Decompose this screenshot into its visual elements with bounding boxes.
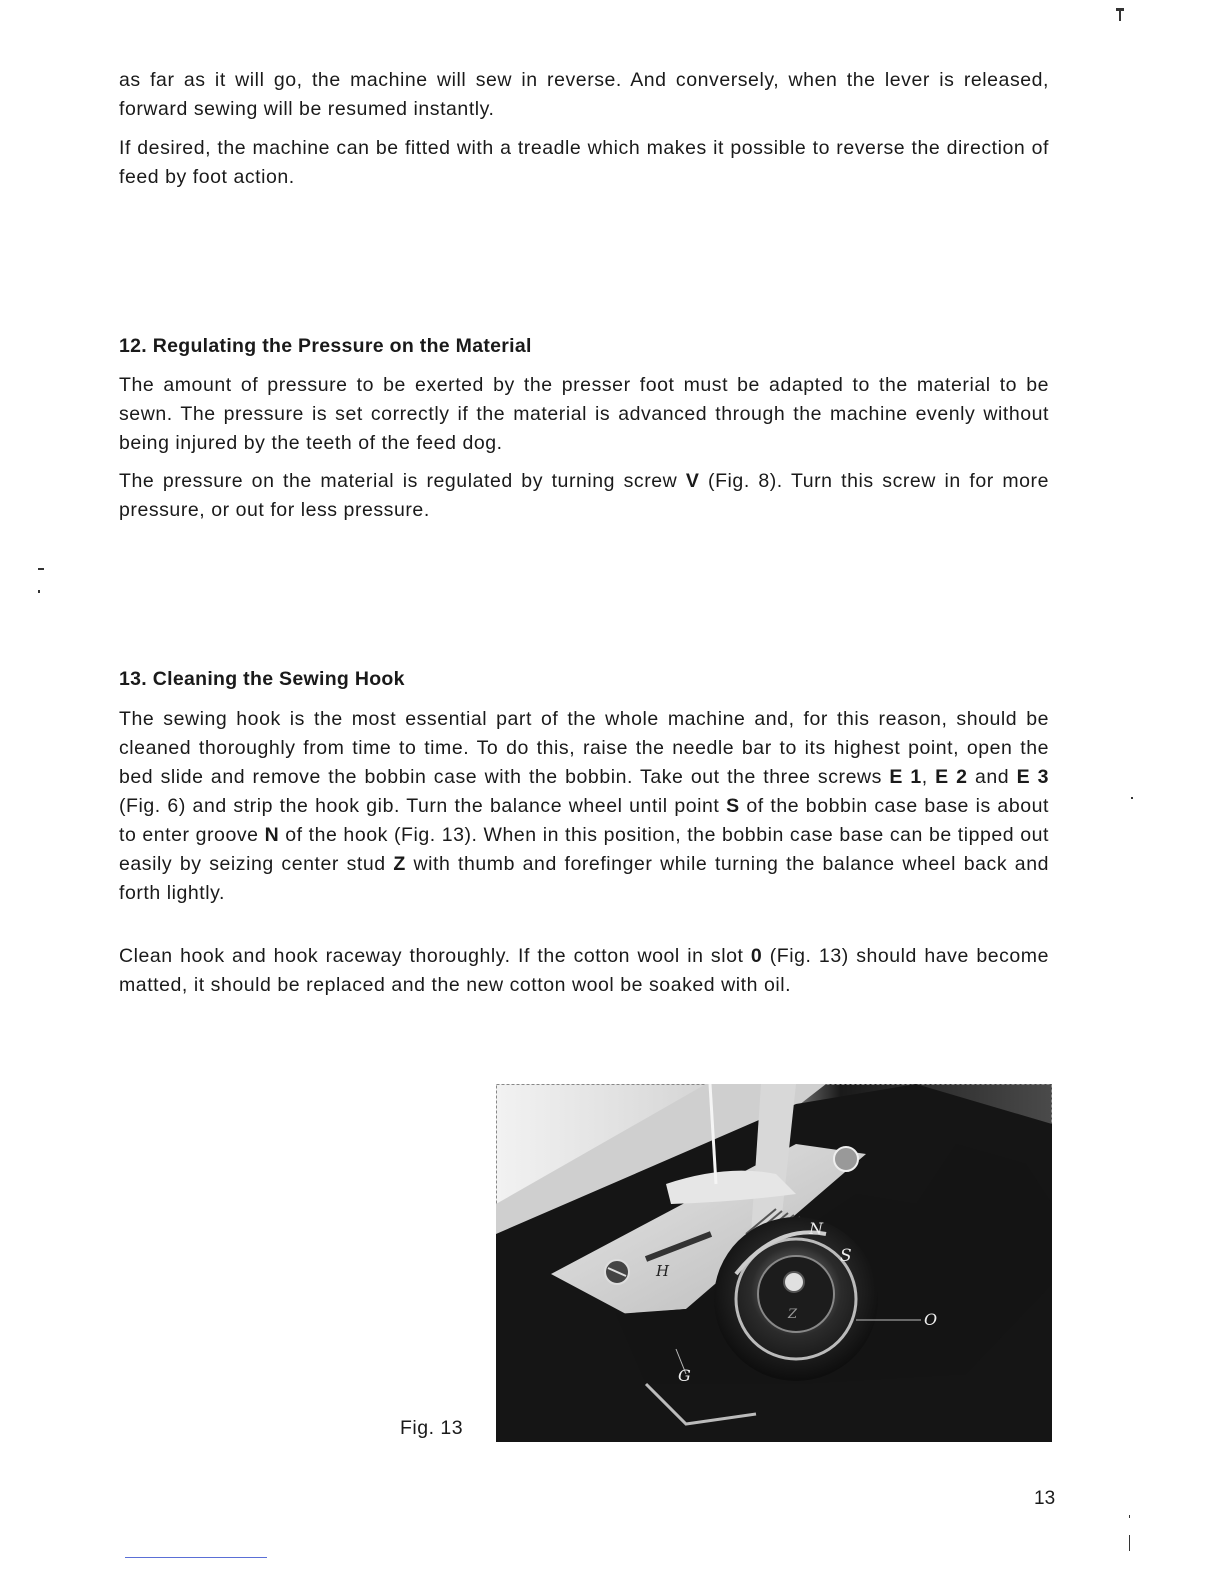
text-run: of the hook (Fig. 13). When in this position, the bobbin case base can be tipped out easily by seizing center stud — [119, 824, 1049, 875]
scan-speck — [1119, 11, 1121, 21]
figure-caption: Fig. 13 — [400, 1417, 464, 1439]
section-12-paragraph-2 — [119, 467, 1049, 525]
text-run: of the bobbin case base is about to enter groove — [119, 795, 1049, 846]
screw-e3-label: E 3 — [1016, 766, 1050, 788]
point-s-label: S — [726, 795, 740, 817]
screw-e2-label: E 2 — [935, 766, 968, 788]
section-13-heading: 13. Cleaning the Sewing Hook — [119, 668, 405, 690]
scan-speck — [1129, 1535, 1130, 1551]
text-run: The pressure on the material is regulated by turning screw — [119, 470, 686, 492]
sewing-hook-illustration — [496, 1084, 1052, 1442]
screw-e1-label: E 1 — [889, 766, 922, 788]
section-12-heading: 12. Regulating the Pressure on the Material — [119, 335, 532, 357]
text-run: The sewing hook is the most essential part of the whole machine and, for this reason, should be cleaned thoroughly from time to time. To do this, raise the needle bar to its highest point, open the bed slide and remove the bobbin case with the bobbin. Take out the three screws — [119, 708, 1049, 788]
footer-line — [125, 1557, 267, 1558]
section-12-paragraph-1: The amount of pressure to be exerted by the presser foot must be adapted to the material to be sewn. The pressure is set correctly if the material is advanced through the machine evenly without being injured by the teeth of the feed dog. — [119, 374, 1049, 454]
text-run: with thumb and forefinger while turning the balance wheel back and forth lightly. — [119, 853, 1049, 904]
stud-z-label: Z — [393, 853, 406, 875]
section-13-paragraph-2 — [119, 942, 1049, 1000]
intro-paragraph-1: as far as it will go, the machine will sew in reverse. And conversely, when the lever is released, forward sewing will be resumed instantly. — [119, 69, 1049, 120]
scan-speck — [1131, 797, 1133, 799]
figure-label-h: H — [656, 1262, 670, 1280]
section-13-paragraph-1 — [119, 705, 1049, 908]
text-run: Clean hook and hook raceway thoroughly. If the cotton wool in slot — [119, 945, 751, 967]
groove-n-label: N — [264, 824, 280, 846]
text-run: and — [967, 766, 1017, 788]
figure-label-n: N — [809, 1219, 823, 1238]
text-run: , — [921, 766, 936, 788]
intro-paragraph-2: If desired, the machine can be fitted with a treadle which makes it possible to reverse the direction of feed by foot action. — [119, 137, 1049, 188]
text-run: (Fig. 13) should have become matted, it should be replaced and the new cotton wool be soaked with oil. — [119, 945, 1049, 996]
figure-label-g: G — [678, 1366, 691, 1385]
scan-speck — [1129, 1515, 1130, 1518]
text-run: (Fig. 8). Turn this screw in for more pressure, or out for less pressure. — [119, 470, 1049, 521]
scan-speck — [38, 568, 44, 570]
text-run: (Fig. 6) and strip the hook gib. Turn the balance wheel until point — [119, 795, 727, 817]
center-stud — [784, 1272, 804, 1292]
figure-label-z: Z — [788, 1307, 798, 1322]
slot-o-label: 0 — [750, 945, 763, 967]
plate-screw-right — [834, 1147, 858, 1171]
figure-label-o: O — [924, 1310, 938, 1329]
sewing-hook-photo — [496, 1084, 1052, 1442]
screw-v-label: V — [685, 470, 700, 492]
page-number: 13 — [1034, 1488, 1056, 1509]
figure-label-s: S — [840, 1246, 852, 1266]
scan-speck — [38, 590, 40, 593]
